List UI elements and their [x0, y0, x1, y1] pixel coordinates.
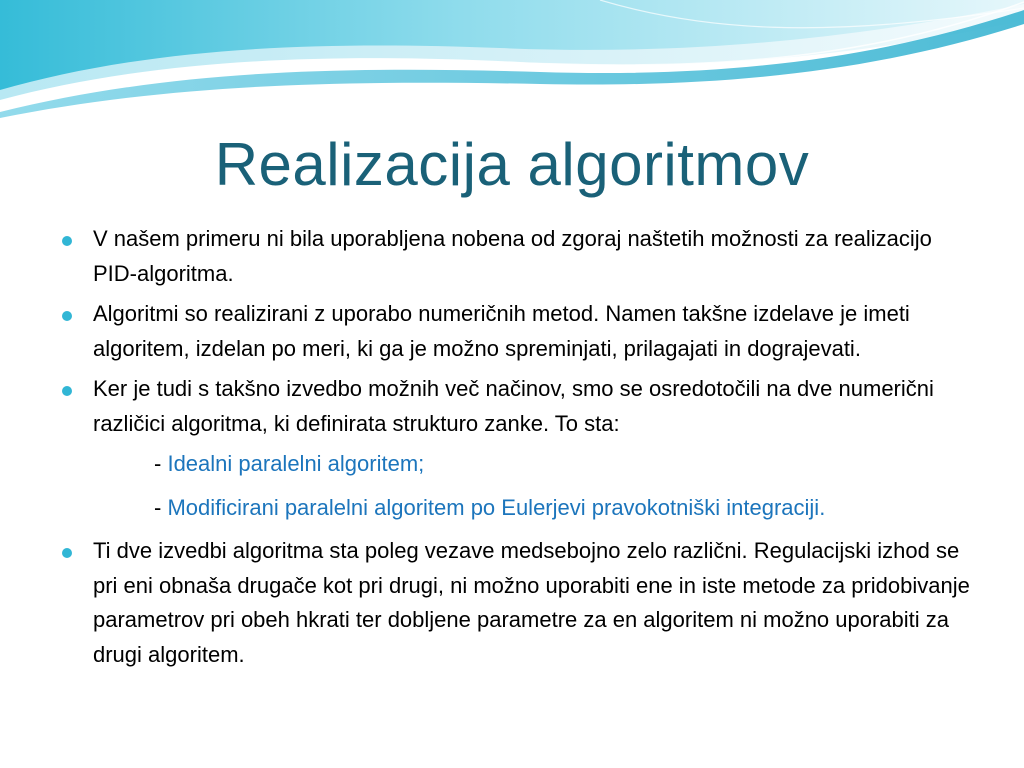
bullet-icon	[62, 386, 72, 396]
sub-item-dash: -	[154, 451, 168, 476]
sub-item	[62, 447, 982, 482]
header-wave-decoration	[0, 0, 1024, 130]
bullet-item	[62, 372, 982, 441]
bullet-item	[62, 297, 982, 366]
bullet-item	[62, 222, 982, 291]
bullet-icon	[62, 548, 72, 558]
bullet-text: V našem primeru ni bila uporabljena nobena od zgoraj naštetih možnosti za realizacijo PID-algoritma.	[93, 226, 932, 286]
bullet-text: Algoritmi so realizirani z uporabo numeričnih metod. Namen takšne izdelave je imeti algoritem, izdelan po meri, ki ga je možno spreminjati, prilagajati in dograjevati.	[93, 301, 910, 361]
sub-item-text: Modificirani paralelni algoritem po Eulerjevi pravokotniški integraciji.	[167, 494, 826, 520]
sub-item	[62, 491, 982, 526]
bullet-text: Ker je tudi s takšno izvedbo možnih več načinov, smo se osredotočili na dve numerični različici algoritma, ki definirata strukturo zanke. To sta:	[93, 376, 934, 436]
bullet-text: Ti dve izvedbi algoritma sta poleg vezave medsebojno zelo različni. Regulacijski izhod se pri eni obnaša drugače kot pri drugi, ni možno uporabiti ene in iste metode za pridobivanje parametrov pri obeh hkrati ter dobljene parametre za en algoritem ni možno uporabiti za drugi algoritem.	[93, 538, 970, 667]
bullet-list	[62, 222, 982, 678]
bullet-icon	[62, 236, 72, 246]
slide-title: Realizacija algoritmov	[214, 131, 810, 198]
sub-item-text: Idealni paralelni algoritem;	[167, 451, 425, 476]
sub-item-dash: -	[154, 494, 168, 520]
bullet-item	[62, 534, 982, 672]
bullet-icon	[62, 311, 72, 321]
